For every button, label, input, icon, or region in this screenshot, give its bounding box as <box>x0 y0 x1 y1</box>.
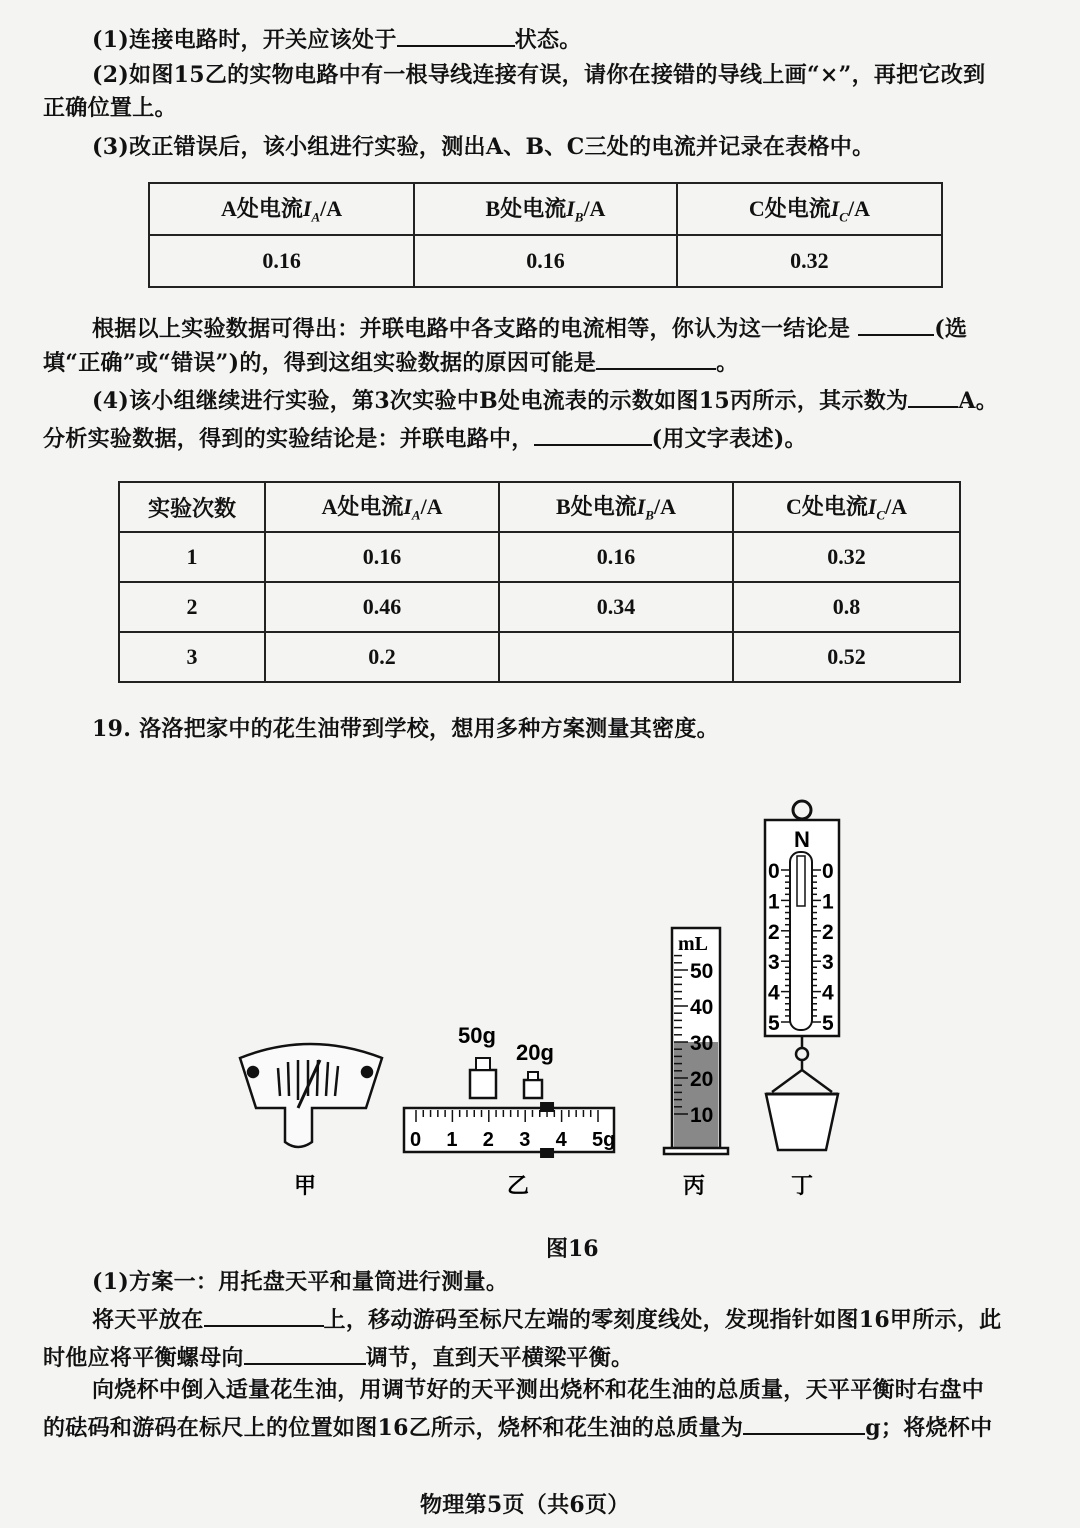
table-row <box>119 632 960 682</box>
spring-scale-tick-label: 0 <box>768 860 780 883</box>
scheme1-text: 调节，直到天平横梁平衡。 <box>365 1345 634 1371</box>
q18-part4-text: A。 <box>958 388 999 414</box>
table-cell: 0.8 <box>733 582 960 632</box>
spring-scale-tick-label: 3 <box>768 951 780 975</box>
q18-part1-tail: 状态。 <box>514 27 582 53</box>
q18-part4-text: (4)该小组继续进行实验，第3次实验中B处电流表的示数如图15丙所示，其示数为 <box>92 388 909 414</box>
table-cell: 0.52 <box>733 632 960 682</box>
answer-blank[interactable] <box>908 384 958 408</box>
figure-16 <box>0 790 1080 1210</box>
scheme1-title: (1)方案一：用托盘天平和量筒进行测量。 <box>92 1269 509 1295</box>
spring-pointer <box>797 856 805 906</box>
spring-scale-tick-label: 1 <box>822 890 834 914</box>
table-cell: 3 <box>119 632 265 682</box>
spring-scale-tick-label: 2 <box>822 920 834 944</box>
spring-scale-tick-label: 0 <box>822 860 834 883</box>
table-current-trials <box>118 481 961 683</box>
spring-scale-tick-label: 5 <box>768 1012 780 1035</box>
rider-scale <box>404 1108 614 1152</box>
cylinder-tick-label: 20 <box>690 1068 714 1091</box>
q18-part2-line1: (2)如图15乙的实物电路中有一根导线连接有误，请你在接错的导线上画“×”，再把它改到 <box>92 62 986 88</box>
label-jia: 甲 <box>293 1173 317 1199</box>
ruler-tick-label: 2 <box>482 1129 494 1151</box>
scheme1-text: 的砝码和游码在标尺上的位置如图16乙所示，烧杯和花生油的总质量为 <box>43 1415 744 1441</box>
rider-marker <box>540 1148 554 1158</box>
q18-part4-line2 <box>43 422 807 454</box>
table-cell: 1 <box>119 532 265 582</box>
cylinder-tick-label: 50 <box>690 960 714 983</box>
label-bing: 丙 <box>682 1173 706 1199</box>
table-cell: 0.46 <box>265 582 499 632</box>
table-cell: 0.16 <box>265 532 499 582</box>
table-cell: 0.2 <box>265 632 499 682</box>
table-cell: 0.16 <box>149 235 414 287</box>
table-header-cell: 实验次数 <box>119 482 265 532</box>
balance-pointer-diagram <box>240 1044 382 1147</box>
table-cell: 0.32 <box>677 235 942 287</box>
weight-20g-knob <box>528 1072 538 1080</box>
answer-blank[interactable] <box>534 422 652 446</box>
beaker <box>766 1094 838 1150</box>
conclusion-text: 根据以上实验数据可得出：并联电路中各支路的电流相等，你认为这一结论是 <box>92 316 851 342</box>
graduated-cylinder <box>664 928 728 1154</box>
q18-part4-line1 <box>92 384 998 416</box>
conclusion-line1 <box>92 312 967 344</box>
answer-blank[interactable] <box>244 1341 366 1365</box>
answer-blank[interactable] <box>743 1411 865 1435</box>
q18-part4-text: (用文字表述)。 <box>651 426 807 452</box>
spring-scale-tick-label: 3 <box>822 951 834 975</box>
table-header-cell: C处电流$I_C/A$ <box>677 183 942 235</box>
q18-part1 <box>92 23 582 55</box>
spring-scale-tick-label: 2 <box>768 920 780 944</box>
scheme1-line4 <box>43 1411 992 1443</box>
scheme1-line3: 向烧杯中倒入适量花生油，用调节好的天平测出烧杯和花生油的总质量，天平平衡时右盘中 <box>92 1377 985 1403</box>
table-row <box>149 235 942 287</box>
cylinder-tick-label: 40 <box>690 996 714 1019</box>
weights-and-ruler <box>404 1023 615 1158</box>
table-cell: 0.32 <box>733 532 960 582</box>
spring-scale-unit: N <box>794 827 810 852</box>
q18-part3: (3)改正错误后，该小组进行实验，测出A、B、C三处的电流并记录在表格中。 <box>92 134 875 160</box>
cylinder-tick-label: 30 <box>690 1032 714 1055</box>
scheme1-text: 上，移动游码至标尺左端的零刻度线处，发现指针如图16甲所示，此 <box>323 1307 1002 1333</box>
table-cell-empty[interactable] <box>499 632 733 682</box>
table-current-single <box>148 182 943 288</box>
ruler-tick-label: 1 <box>446 1129 458 1151</box>
ruler-tick-label: 3 <box>519 1129 531 1151</box>
spring-scale-tick-label: 1 <box>768 890 780 914</box>
table-row <box>119 532 960 582</box>
rider-marker <box>540 1102 554 1112</box>
label-ding: 丁 <box>790 1173 814 1199</box>
spring-scale-ring <box>793 801 811 819</box>
spring-scale-tick-label: 4 <box>768 981 780 1005</box>
cylinder-base <box>664 1148 728 1154</box>
table-header-cell: A处电流$I_A/A$ <box>265 482 499 532</box>
ruler-tick-label: 5g <box>592 1129 616 1151</box>
conclusion-text: (选 <box>934 316 968 342</box>
spring-scale-tick-label: 4 <box>822 981 834 1005</box>
spring-scale-tick-label: 5 <box>822 1012 834 1035</box>
answer-blank[interactable] <box>858 312 934 336</box>
scheme1-line2 <box>43 1341 633 1373</box>
weight-50g <box>470 1070 496 1098</box>
table-cell: 2 <box>119 582 265 632</box>
scheme1-text: 时他应将平衡螺母向 <box>43 1345 244 1371</box>
q19-stem: 19. 洛洛把家中的花生油带到学校，想用多种方案测量其密度。 <box>92 716 719 742</box>
answer-blank[interactable] <box>596 346 716 370</box>
label-yi: 乙 <box>506 1173 530 1199</box>
ruler-tick-label: 4 <box>555 1129 567 1151</box>
q18-part2-line2: 正确位置上。 <box>43 95 177 121</box>
weight-label-50g: 50g <box>458 1023 496 1048</box>
scheme1-line1 <box>92 1303 1001 1335</box>
table-row <box>119 582 960 632</box>
table-cell: 0.34 <box>499 582 733 632</box>
cylinder-unit: mL <box>678 933 708 955</box>
spring-scale <box>765 801 839 1150</box>
weight-50g-knob <box>476 1058 490 1070</box>
conclusion-text: 填“正确”或“错误”)的，得到这组实验数据的原因可能是 <box>43 350 597 376</box>
table-cell: 0.16 <box>414 235 677 287</box>
table-header-row <box>119 482 960 532</box>
table-header-cell: B处电流$I_B/A$ <box>414 183 677 235</box>
conclusion-line2 <box>43 346 738 378</box>
q18-part1-text: (1)连接电路时，开关应该处于 <box>92 27 397 53</box>
q18-part4-text: 分析实验数据，得到的实验结论是：并联电路中， <box>43 426 534 452</box>
table-header-cell: C处电流$I_C/A$ <box>733 482 960 532</box>
weight-20g <box>524 1080 542 1098</box>
answer-blank[interactable] <box>397 23 515 47</box>
cylinder-tick-label: 10 <box>690 1104 714 1127</box>
table-header-cell: B处电流$I_B/A$ <box>499 482 733 532</box>
weight-label-20g: 20g <box>516 1040 554 1065</box>
table-header-row <box>149 183 942 235</box>
conclusion-text: 。 <box>716 350 739 376</box>
figure-caption: 图16 <box>546 1236 599 1262</box>
scheme1-text: 将天平放在 <box>92 1307 204 1333</box>
table-header-cell: A处电流$I_A/A$ <box>149 183 414 235</box>
oil-liquid <box>674 1042 718 1148</box>
answer-blank[interactable] <box>204 1303 324 1327</box>
page-footer: 物理第5页（共6页） <box>420 1492 630 1518</box>
scheme1-text: g；将烧杯中 <box>865 1415 993 1441</box>
ruler-tick-label: 0 <box>410 1129 422 1151</box>
table-cell: 0.16 <box>499 532 733 582</box>
